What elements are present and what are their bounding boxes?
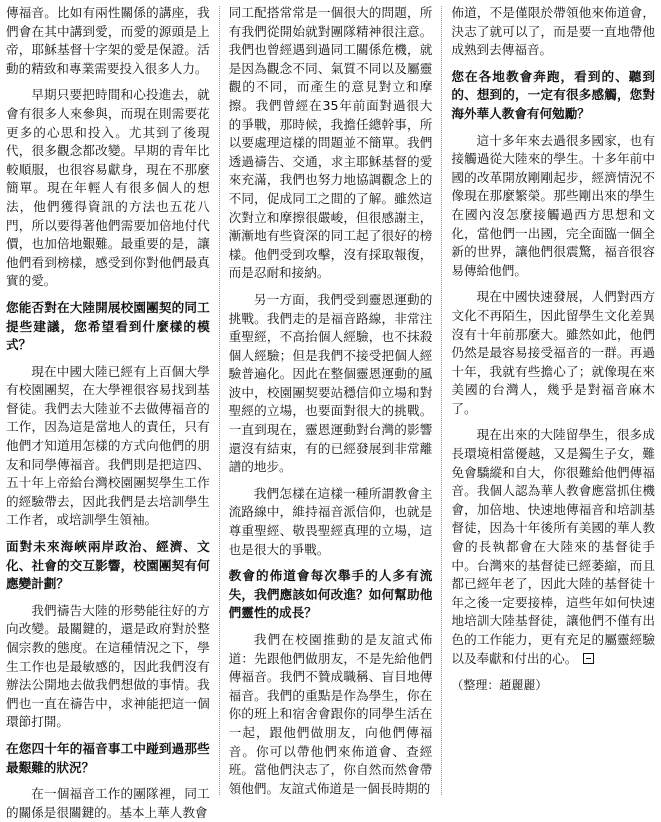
column-3 [451,4,655,795]
answer-paragraph [6,4,210,78]
column-divider [219,6,220,795]
paragraph-text: 現在中國大陸已經有上百個大學有校園團契，在大學裡很容易找到基督徒。我們去大陸並不去做傳福音的工作，因為這是當地人的責任，只有他們才知道用怎樣的方式向他們的朋友和同學傳福音。我們則是把這四、五十年上帝給台灣校園團契學生工作的經驗帶去，因此我們是去培訓學生工作者，或培訓學生領袖。 [6,363,210,528]
answer-paragraph [451,132,655,281]
paragraph-text: 另一方面，我們受到靈恩運動的挑戰。我們走的是福音路線，非常注重聖經，不高抬個人經驗，也不抹殺個人經驗；但是我們不接受把個人經驗普遍化。因此在整個靈恩運動的風波中，校園團契要站穩信仰立場和對聖經的立場，也要面對很大的挑戰。一直到現在，靈恩運動對台灣的影響還沒有結束，有的已經發展到非常離譜的地步。 [228,291,433,475]
answer-paragraph [6,602,210,732]
interview-question [229,567,433,623]
paragraph-text: 這十多年來去過很多國家，也有接觸過從大陸來的學生。十多年前中國的改革開放剛剛起步，經濟情況不像現在那麼繁榮。那些剛出來的學生在國內沒怎麼接觸過西方思想和文化，當他們一出國，完全面臨一個全新的世界，讓他們很震驚，福音很容易傳給他們。 [451,132,656,278]
paragraph-text: （整理：趙麗麗） [451,678,548,693]
paragraph-text: 面對未來海峽兩岸政治、經濟、文化、社會的交互影響，校園團契有何應變計劃？ [6,539,210,592]
answer-paragraph [6,785,210,822]
paragraph-text: 傳福音。比如有兩性關係的講座，我們會在其中講到愛，而愛的源頭是上帝，耶穌基督十字架的愛是保證。活動的精致和專業需要投入很多人力。 [6,5,210,76]
answer-paragraph [6,86,210,291]
column-divider [441,6,442,795]
interview-question [6,740,210,777]
answer-paragraph [229,291,433,477]
column-1 [6,4,210,820]
paragraph-text: 我們在校園推動的是友誼式佈道：先跟他們做朋友，不是先給他們傳福音。我們不贊成職稱、盲目地傳福音。我們的重點是作為學生，你在你的班上和宿舍會跟你的同學生活在一起，跟他們做朋友，向他們傳福音。你可以帶他們來佈道會、查經班。當他們決志了，你自然而然會帶領他們。友誼式佈道是一個長時期的 [228,632,433,796]
paragraph-text: 我們怎樣在這樣一種所謂教會主流路線中，維持福音派信仰，也就是尊重聖經、敬畏聖經真理的立場，這也是很大的爭戰。 [228,485,433,557]
answer-paragraph [451,4,655,60]
paragraph-text: 佈道，不是僅限於帶領他來佈道會，決志了就可以了，而是要一直地帶他成熟到去傳福音。 [451,5,656,58]
paragraph-text: 現在中國快速發展，人們對西方文化不再陌生，因此留學生文化差異沒有十年前那麼大。雖然如此，他們仍然是最容易接受福音的一群。再過十年，我就有些擔心了；就像現在來美國的台灣人，幾乎是對福音麻木了。 [451,289,656,416]
paragraph-text: 早期只要把時間和心投進去，就會有很多人來參與，而現在則需要花更多的心思和投入。尤其到了後現代，很多觀念都改變。早期的青年比較順服，也很容易獻身，現在不那麼簡單。現在年輕人有很多個人的想法，他們獲得資訊的方法也五花八門，所以要得著他們需要加倍地付代價，也加倍地艱難。最重要的是，讓他們看到榜樣，感受到你對他們最真實的愛。 [6,87,210,289]
paragraph-text: 在一個福音工作的團隊裡，同工的關係是很關鍵的。基本上華人教會 [6,786,210,820]
end-mark-icon [583,653,594,664]
interview-question [6,538,210,594]
interview-question [6,299,210,355]
paragraph-text: 您能否對在大陸開展校園團契的同工提些建議，您希望看到什麼樣的模式？ [6,299,210,353]
paragraph-text: 您在各地教會奔跑，看到的、聽到的、想到的，一定有很多感觸，您對海外華人教會有何勉勵？ [451,68,656,121]
answer-paragraph [451,426,655,668]
paragraph-text: 在您四十年的福音事工中踫到過那些最艱難的狀況？ [6,740,210,775]
paragraph-text: 同工配搭常常是一個很大的問題，所有我們從開始就對團隊精神很注意。我們也曾經遇到過同工關係危機，就是因為觀念不同、氣質不同以及屬靈觀的不同，而產生的意見對立和摩擦。我們曾經在35年前面對過很大的爭戰，那時候，我擔任總幹事，所以要處理這樣的問題並不簡單。我們透過禱告、交通，求主耶穌基督的愛來充滿，我們也努力地協調觀念上的不同，促成同工之間的了解。雖然這次對立和摩擦很嚴峻，但很感謝主，漸漸地有些資深的同工起了很好的榜樣。他們受到攻擊，沒有採取報復，而是忍耐和接納。 [228,5,433,281]
paragraph-text: 現在出來的大陸留學生，很多成長環境相當優越，又是獨生子女，難免會驕縱和自大，你很難給他們傳福音。我個人認為華人教會應當抓住機會，加倍地、快速地傳福音和培訓基督徒，因為十年後所有美國的華人教會的長執都會在大陸來的基督徒手中。台灣來的基督徒已經萎縮，而且都已經年老了，因此大陸的基督徒十年之後一定要接棒，這些年如何快速地培訓大陸基督徒，讓他們不僅有出色的工作能力，更有充足的屬靈經驗以及奉獻和付出的心。 [451,427,656,666]
answer-paragraph [451,288,655,418]
paragraph-text: 我們禱告大陸的形勢能往好的方向改變。最關鍵的，還是政府對於整個宗教的態度。在這種情況之下，學生工作也是最敏感的，因此我們沒有辦法公開地去做我們想做的事情。我們也一直在禱告中，求神能把這一個環節打開。 [6,602,210,730]
column-2 [229,4,433,795]
paragraph-text: 教會的佈道會每次舉手的人多有流失，我們應該如何改進？如何幫助他們靈性的成長？ [228,568,433,621]
answer-paragraph [229,485,433,559]
interview-question [451,68,655,124]
answer-paragraph [6,363,210,530]
editor-credit [451,676,655,695]
answer-paragraph [229,4,433,283]
answer-paragraph [229,631,433,798]
